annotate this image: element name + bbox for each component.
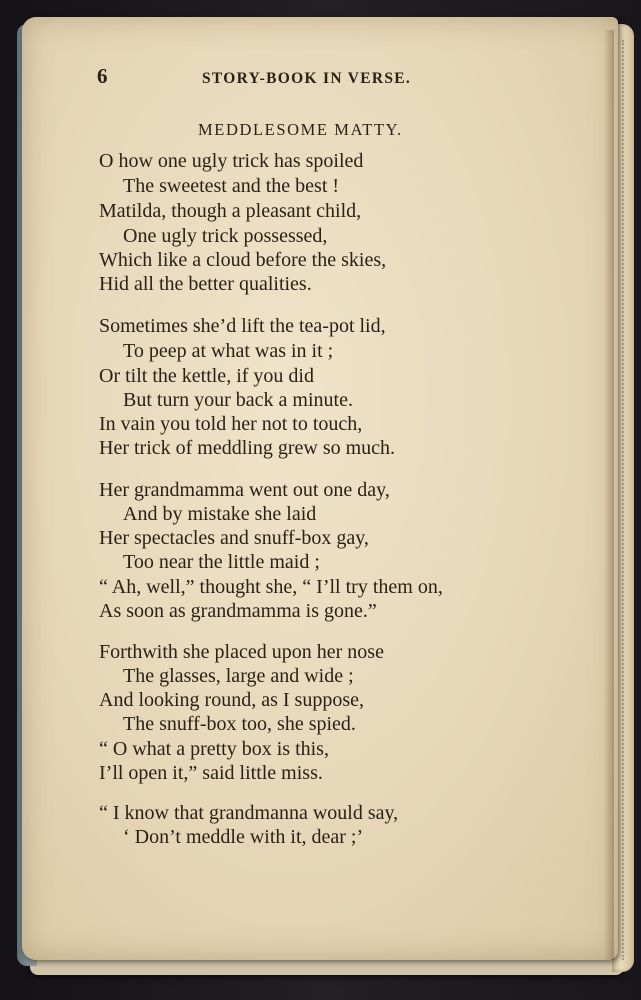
poem-line: I’ll open it,” said little miss.: [99, 762, 323, 784]
poem-line: Too near the little maid ;: [123, 551, 320, 573]
poem-line: In vain you told her not to touch,: [99, 413, 363, 435]
poem-line: “ O what a pretty box is this,: [99, 738, 329, 760]
poem-line: Her spectacles and snuff-box gay,: [99, 527, 369, 549]
poem-line: The snuff-box too, she spied.: [123, 713, 356, 735]
poem-line: But turn your back a minute.: [123, 389, 353, 411]
poem-line: And looking round, as I suppose,: [99, 689, 364, 711]
poem-line: Her trick of meddling grew so much.: [99, 437, 396, 459]
poem-line: Or tilt the kettle, if you did: [99, 365, 314, 387]
poem-line: O how one ugly trick has spoiled: [99, 150, 364, 172]
poem-line: And by mistake she laid: [123, 503, 317, 525]
poem-line: The sweetest and the best !: [123, 175, 340, 197]
poem-line: “ Ah, well,” thought she, “ I’ll try them on,: [99, 576, 443, 598]
page-number: 6: [97, 64, 108, 88]
poem-line: The glasses, large and wide ;: [123, 665, 354, 687]
poem-line: Sometimes she’d lift the tea-pot lid,: [99, 315, 386, 337]
spine-shadow: [604, 30, 614, 960]
poem-line: Her grandmamma went out one day,: [99, 479, 390, 501]
poem-line: As soon as grandmamma is gone.”: [99, 600, 377, 622]
running-head: STORY-BOOK IN VERSE.: [202, 70, 412, 87]
poem-line: Hid all the better qualities.: [99, 273, 312, 295]
poem-line: Which like a cloud before the skies,: [99, 249, 387, 271]
binding-stitches: [622, 40, 626, 960]
poem-title: MEDDLESOME MATTY.: [198, 120, 403, 139]
poem-line: ‘ Don’t meddle with it, dear ;’: [123, 826, 364, 848]
poem-line: “ I know that grandmanna would say,: [99, 802, 399, 824]
poem-line: One ugly trick possessed,: [123, 225, 328, 247]
poem-line: To peep at what was in it ;: [123, 340, 334, 362]
poem-line: Forthwith she placed upon her nose: [99, 641, 384, 663]
poem-line: Matilda, though a pleasant child,: [99, 200, 362, 222]
